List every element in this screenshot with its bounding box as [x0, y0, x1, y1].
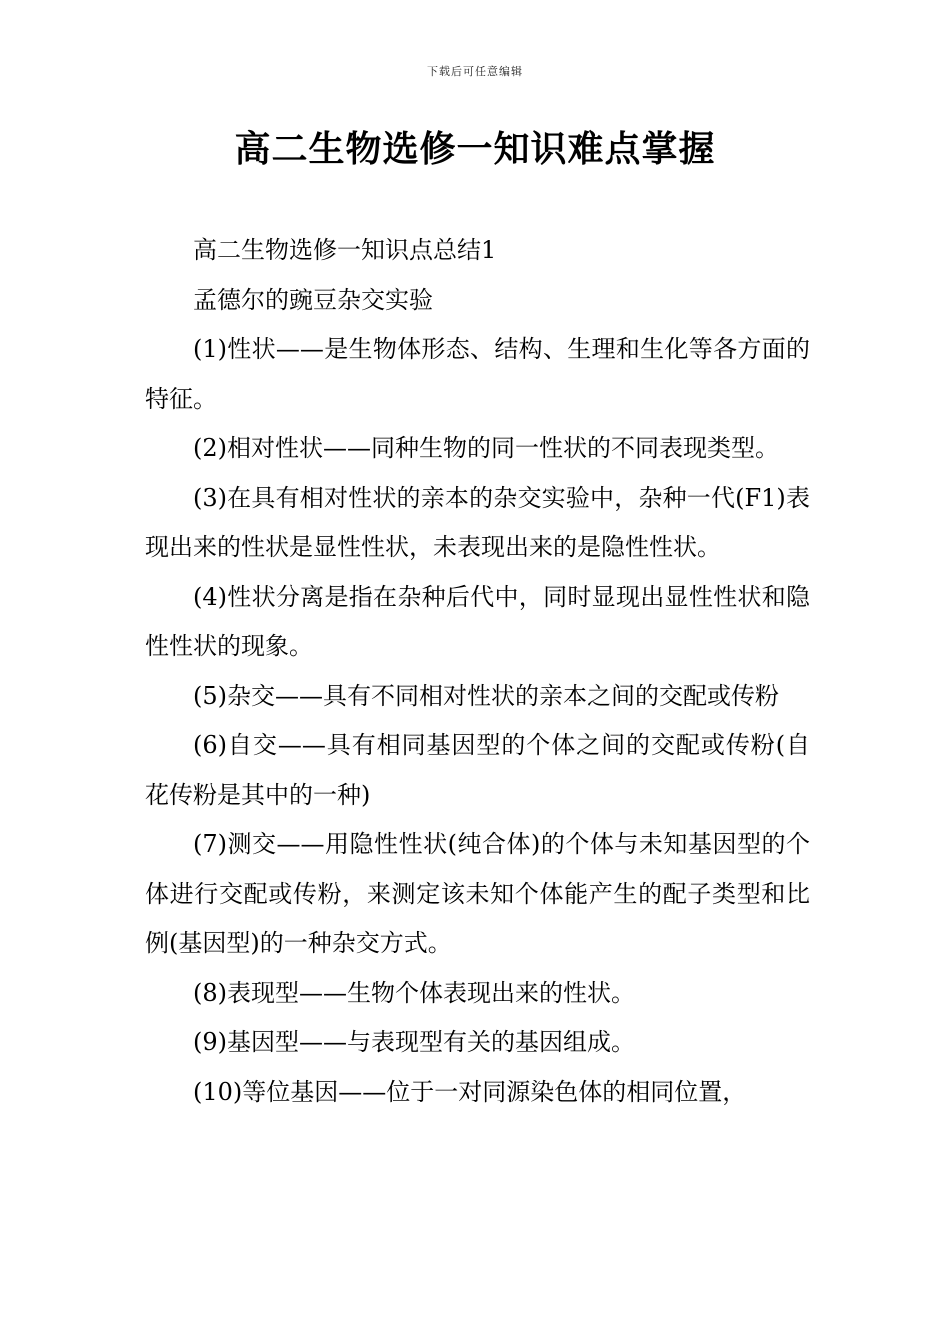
paragraph-2: (2)相对性状——同种生物的同一性状的不同表现类型。: [193, 434, 779, 462]
document-title: 高二生物选修一知识难点掌握: [234, 129, 716, 170]
paragraph-1: (1)性状——是生物体形态、结构、生理和生化等各方面的特征。: [145, 335, 810, 413]
paragraph-6: (6)自交——具有相同基因型的个体之间的交配或传粉(自花传粉是其中的一种): [145, 731, 810, 809]
paragraph-5: (5)杂交——具有不同相对性状的亲本之间的交配或传粉: [193, 681, 779, 710]
paragraph-4: (4)性状分离是指在杂种后代中，同时显现出显性性状和隐性性状的现象。: [145, 582, 810, 660]
section-heading: 高二生物选修一知识点总结1: [193, 236, 497, 264]
header-note: 下载后可任意编辑: [427, 65, 523, 78]
paragraph-3: (3)在具有相对性状的亲本的杂交实验中，杂种一代(F1)表现出来的性状是显性性状，未表现出来的是隐性性状。: [145, 483, 810, 561]
paragraph-10: (10)等位基因——位于一对同源染色体的相同位置，: [193, 1077, 747, 1106]
subsection-heading: 孟德尔的豌豆杂交实验: [193, 285, 433, 314]
paragraph-8: (8)表现型——生物个体表现出来的性状。: [193, 978, 635, 1007]
paragraph-9: (9)基因型——与表现型有关的基因组成。: [193, 1028, 635, 1056]
paragraph-7: (7)测交——用隐性性状(纯合体)的个体与未知基因型的个体进行交配或传粉，来测定该未知个体能产生的配子类型和比例(基因型)的一种杂交方式。: [145, 830, 810, 957]
document-body: [145, 226, 810, 1117]
